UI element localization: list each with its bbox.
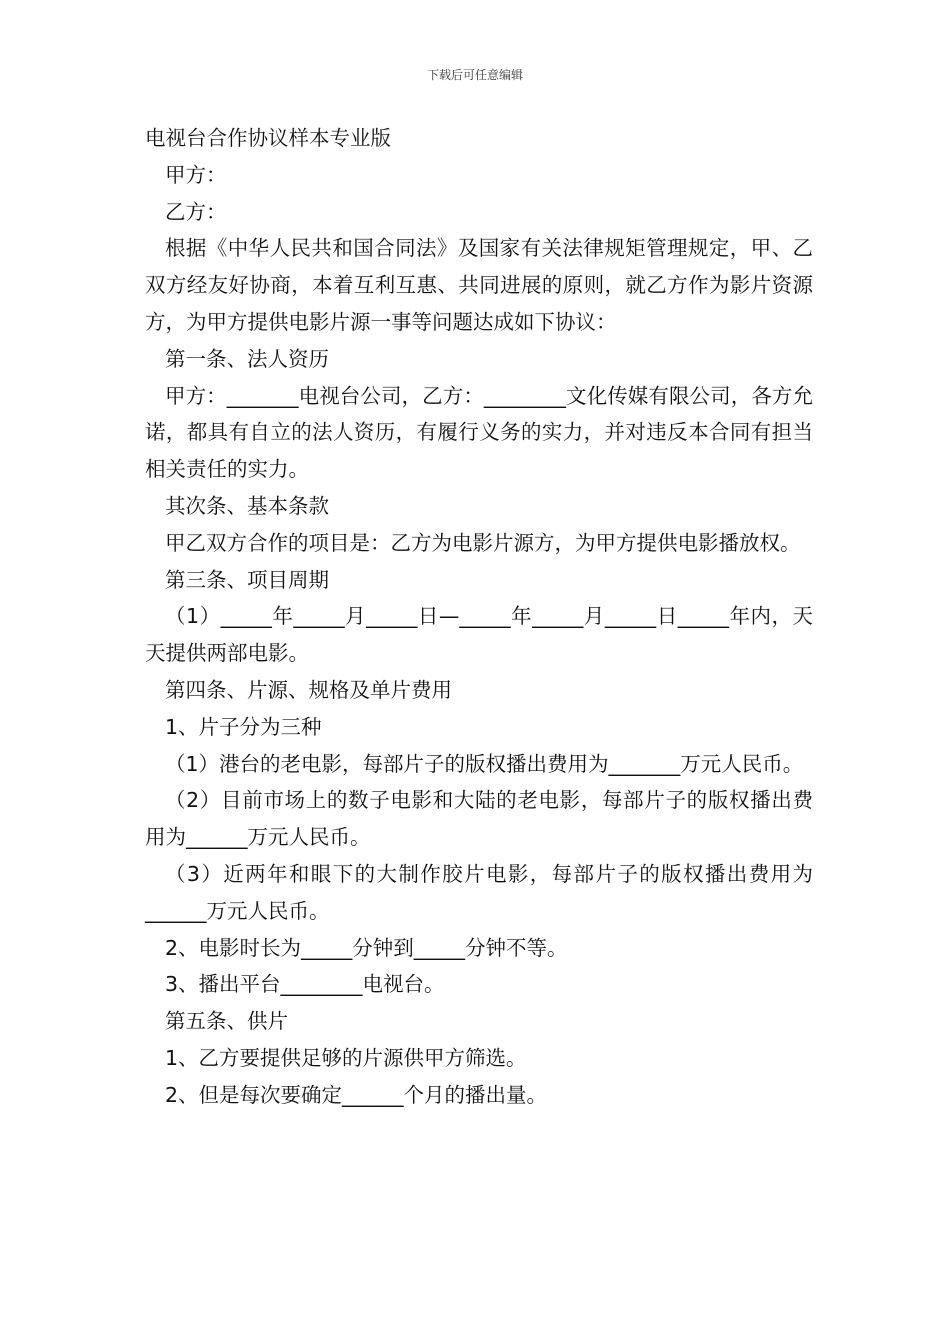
- article-5-item-1: 1、乙方要提供足够的片源供甲方筛选。: [165, 1045, 527, 1070]
- page-header-note: 下载后可任意编辑: [426, 68, 523, 82]
- article-4-subitem-3: （3）近两年和眼下的大制作胶片电影，每部片子的版权播出费用为______万元人民币。: [145, 861, 813, 923]
- article-4-subitem-2: （2）目前市场上的数子电影和大陆的老电影，每部片子的版权播出费用为______万元人民币。: [145, 788, 813, 850]
- article-3-body: （1）_____年_____月_____日—_____年_____月_____日_____年内，天天提供两部电影。: [145, 604, 813, 666]
- article-4-item-1: 1、片子分为三种: [165, 714, 322, 739]
- preamble-paragraph: 根据《中华人民共和国合同法》及国家有关法律规矩管理规定，甲、乙双方经友好协商，本着互利互惠、共同进展的原则，就乙方作为影片资源方，为甲方提供电影片源一事等问题达成如下协议：: [145, 236, 813, 334]
- article-4-item-2: 2、电影时长为_____分钟到_____分钟不等。: [165, 935, 568, 960]
- article-2-heading: 其次条、基本条款: [165, 493, 329, 518]
- article-4-heading: 第四条、片源、规格及单片费用: [165, 677, 452, 702]
- document-body: [145, 120, 813, 1114]
- party-a-line: 甲方：: [165, 162, 227, 187]
- article-5-item-2: 2、但是每次要确定______个月的播出量。: [165, 1082, 548, 1107]
- article-2-body: 甲乙双方合作的项目是：乙方为电影片源方，为甲方提供电影播放权。: [165, 530, 801, 555]
- article-4-subitem-1: （1）港台的老电影，每部片子的版权播出费用为_______万元人民币。: [165, 751, 804, 776]
- article-4-item-3: 3、播出平台________电视台。: [165, 972, 445, 997]
- article-3-heading: 第三条、项目周期: [165, 567, 329, 592]
- document-title: 电视台合作协议样本专业版: [145, 126, 391, 150]
- article-1-body: 甲方：_______电视台公司，乙方：________文化传媒有限公司，各方允诺，都具有自立的法人资历，有履行义务的实力，并对违反本合同有担当相关责任的实力。: [145, 383, 813, 482]
- article-1-heading: 第一条、法人资历: [165, 346, 329, 371]
- party-b-line: 乙方：: [165, 199, 227, 224]
- article-5-heading: 第五条、供片: [165, 1009, 288, 1034]
